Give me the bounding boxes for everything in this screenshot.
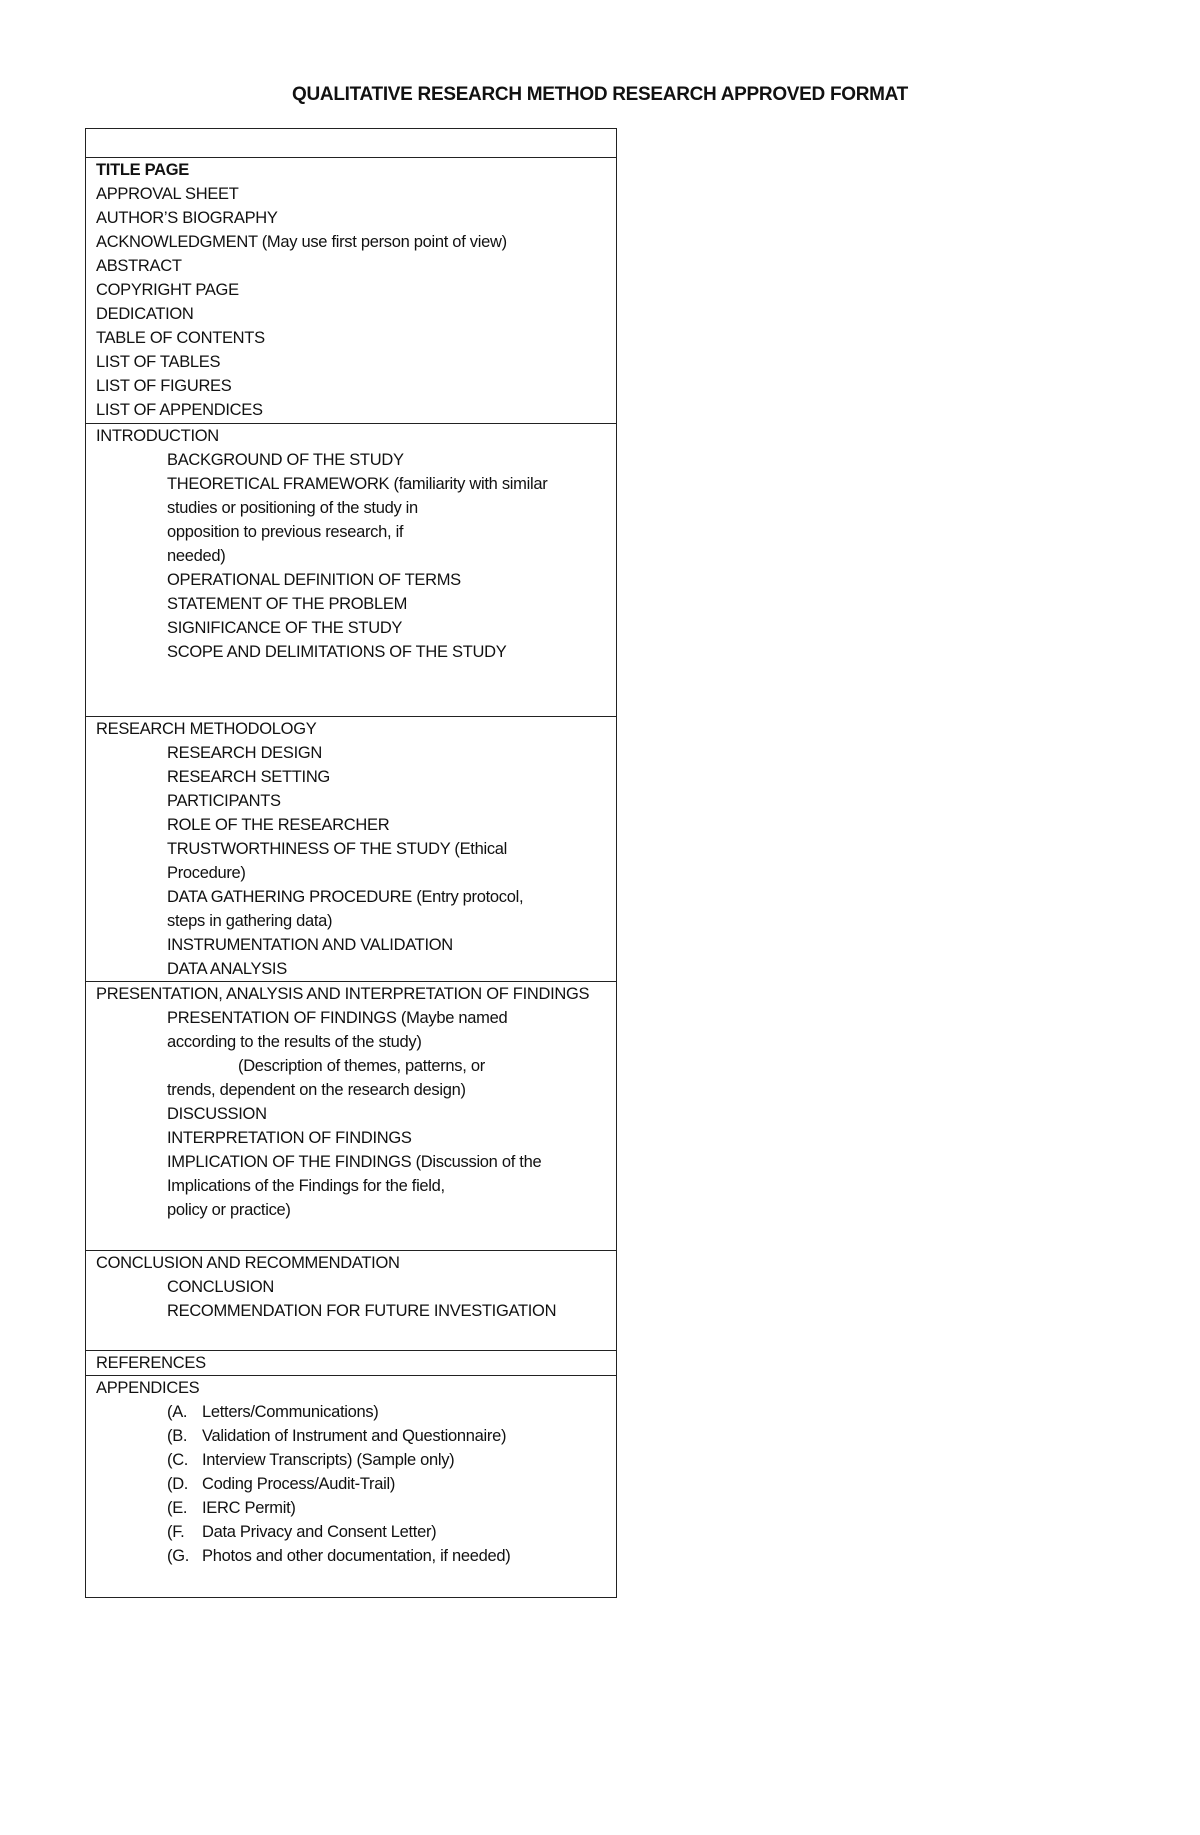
appendix-marker: (B. bbox=[167, 1427, 188, 1445]
section-line: PARTICIPANTS bbox=[167, 792, 281, 810]
appendix-text: IERC Permit) bbox=[202, 1499, 296, 1517]
section-line: RECOMMENDATION FOR FUTURE INVESTIGATION bbox=[167, 1302, 557, 1320]
outline-table bbox=[85, 128, 617, 1598]
front-matter-item: ACKNOWLEDGMENT (May use first person point of view) bbox=[96, 233, 507, 251]
section-line: policy or practice) bbox=[167, 1201, 291, 1219]
section-heading: APPENDICES bbox=[96, 1379, 200, 1397]
section-line: TRUSTWORTHINESS OF THE STUDY (Ethical bbox=[167, 840, 508, 858]
front-matter-item: TABLE OF CONTENTS bbox=[96, 329, 265, 347]
section-line: INTERPRETATION OF FINDINGS bbox=[167, 1129, 412, 1147]
references-section bbox=[86, 1350, 616, 1375]
section-line: INSTRUMENTATION AND VALIDATION bbox=[167, 936, 453, 954]
appendix-marker: (D. bbox=[167, 1475, 189, 1493]
appendix-text: Interview Transcripts) (Sample only) bbox=[202, 1451, 455, 1469]
section-line: DISCUSSION bbox=[167, 1105, 267, 1123]
front-matter-item: ABSTRACT bbox=[96, 257, 182, 275]
section-line: Implications of the Findings for the field, bbox=[167, 1177, 445, 1195]
appendix-text: Data Privacy and Consent Letter) bbox=[202, 1523, 437, 1541]
section-line: Procedure) bbox=[167, 864, 246, 882]
front-matter-item: LIST OF TABLES bbox=[96, 353, 221, 371]
presentation-section bbox=[86, 981, 616, 1250]
appendix-item bbox=[96, 1448, 616, 1472]
section-line: STATEMENT OF THE PROBLEM bbox=[167, 595, 408, 613]
section-line: DATA ANALYSIS bbox=[167, 960, 287, 978]
section-line: SCOPE AND DELIMITATIONS OF THE STUDY bbox=[167, 643, 507, 661]
section-heading: CONCLUSION AND RECOMMENDATION bbox=[96, 1254, 400, 1272]
appendix-text: Letters/Communications) bbox=[202, 1403, 379, 1421]
section-line: RESEARCH SETTING bbox=[167, 768, 330, 786]
appendix-text: Validation of Instrument and Questionnaire) bbox=[202, 1427, 507, 1445]
appendix-marker: (C. bbox=[167, 1451, 189, 1469]
introduction-section bbox=[86, 423, 616, 716]
section-line: studies or positioning of the study in bbox=[167, 499, 418, 517]
section-heading: REFERENCES bbox=[96, 1354, 206, 1372]
appendix-marker: (F. bbox=[167, 1523, 185, 1541]
section-line: CONCLUSION bbox=[167, 1278, 275, 1296]
section-line: (Description of themes, patterns, or bbox=[238, 1057, 485, 1075]
appendix-item bbox=[96, 1496, 616, 1520]
section-line: SIGNIFICANCE OF THE STUDY bbox=[167, 619, 403, 637]
section-line: RESEARCH DESIGN bbox=[167, 744, 323, 762]
section-heading: PRESENTATION, ANALYSIS AND INTERPRETATION OF FINDINGS bbox=[96, 985, 590, 1003]
section-line: opposition to previous research, if bbox=[167, 523, 404, 541]
appendix-item bbox=[96, 1520, 616, 1544]
front-matter-item: TITLE PAGE bbox=[96, 161, 189, 179]
front-matter-item: LIST OF APPENDICES bbox=[96, 401, 263, 419]
document-title: QUALITATIVE RESEARCH METHOD RESEARCH APPROVED FORMAT bbox=[292, 84, 908, 105]
front-matter-item: LIST OF FIGURES bbox=[96, 377, 232, 395]
section-line: steps in gathering data) bbox=[167, 912, 333, 930]
appendix-text: Coding Process/Audit-Trail) bbox=[202, 1475, 396, 1493]
section-line: OPERATIONAL DEFINITION OF TERMS bbox=[167, 571, 461, 589]
section-heading: RESEARCH METHODOLOGY bbox=[96, 720, 317, 738]
appendix-marker: (E. bbox=[167, 1499, 188, 1517]
front-matter-section bbox=[86, 157, 616, 423]
section-line: according to the results of the study) bbox=[167, 1033, 422, 1051]
methodology-section bbox=[86, 716, 616, 981]
conclusion-section bbox=[86, 1250, 616, 1350]
appendix-marker: (A. bbox=[167, 1403, 188, 1421]
appendix-marker: (G. bbox=[167, 1547, 190, 1565]
empty-header-row bbox=[86, 129, 616, 157]
appendix-item bbox=[96, 1400, 616, 1424]
front-matter-item: DEDICATION bbox=[96, 305, 194, 323]
section-line: THEORETICAL FRAMEWORK (familiarity with similar bbox=[167, 475, 548, 493]
appendix-item bbox=[96, 1544, 616, 1568]
section-line: IMPLICATION OF THE FINDINGS (Discussion of the bbox=[167, 1153, 542, 1171]
appendix-text: Photos and other documentation, if needed) bbox=[202, 1547, 511, 1565]
section-line: ROLE OF THE RESEARCHER bbox=[167, 816, 390, 834]
section-heading: INTRODUCTION bbox=[96, 427, 219, 445]
section-line: DATA GATHERING PROCEDURE (Entry protocol, bbox=[167, 888, 524, 906]
section-line: trends, dependent on the research design) bbox=[167, 1081, 466, 1099]
section-line: PRESENTATION OF FINDINGS (Maybe named bbox=[167, 1009, 508, 1027]
front-matter-item: APPROVAL SHEET bbox=[96, 185, 239, 203]
appendix-item bbox=[96, 1472, 616, 1496]
appendices-section bbox=[86, 1375, 616, 1597]
section-line: BACKGROUND OF THE STUDY bbox=[167, 451, 404, 469]
front-matter-item: AUTHOR’S BIOGRAPHY bbox=[96, 209, 278, 227]
front-matter-item: COPYRIGHT PAGE bbox=[96, 281, 239, 299]
section-line: needed) bbox=[167, 547, 226, 565]
appendix-item bbox=[96, 1424, 616, 1448]
